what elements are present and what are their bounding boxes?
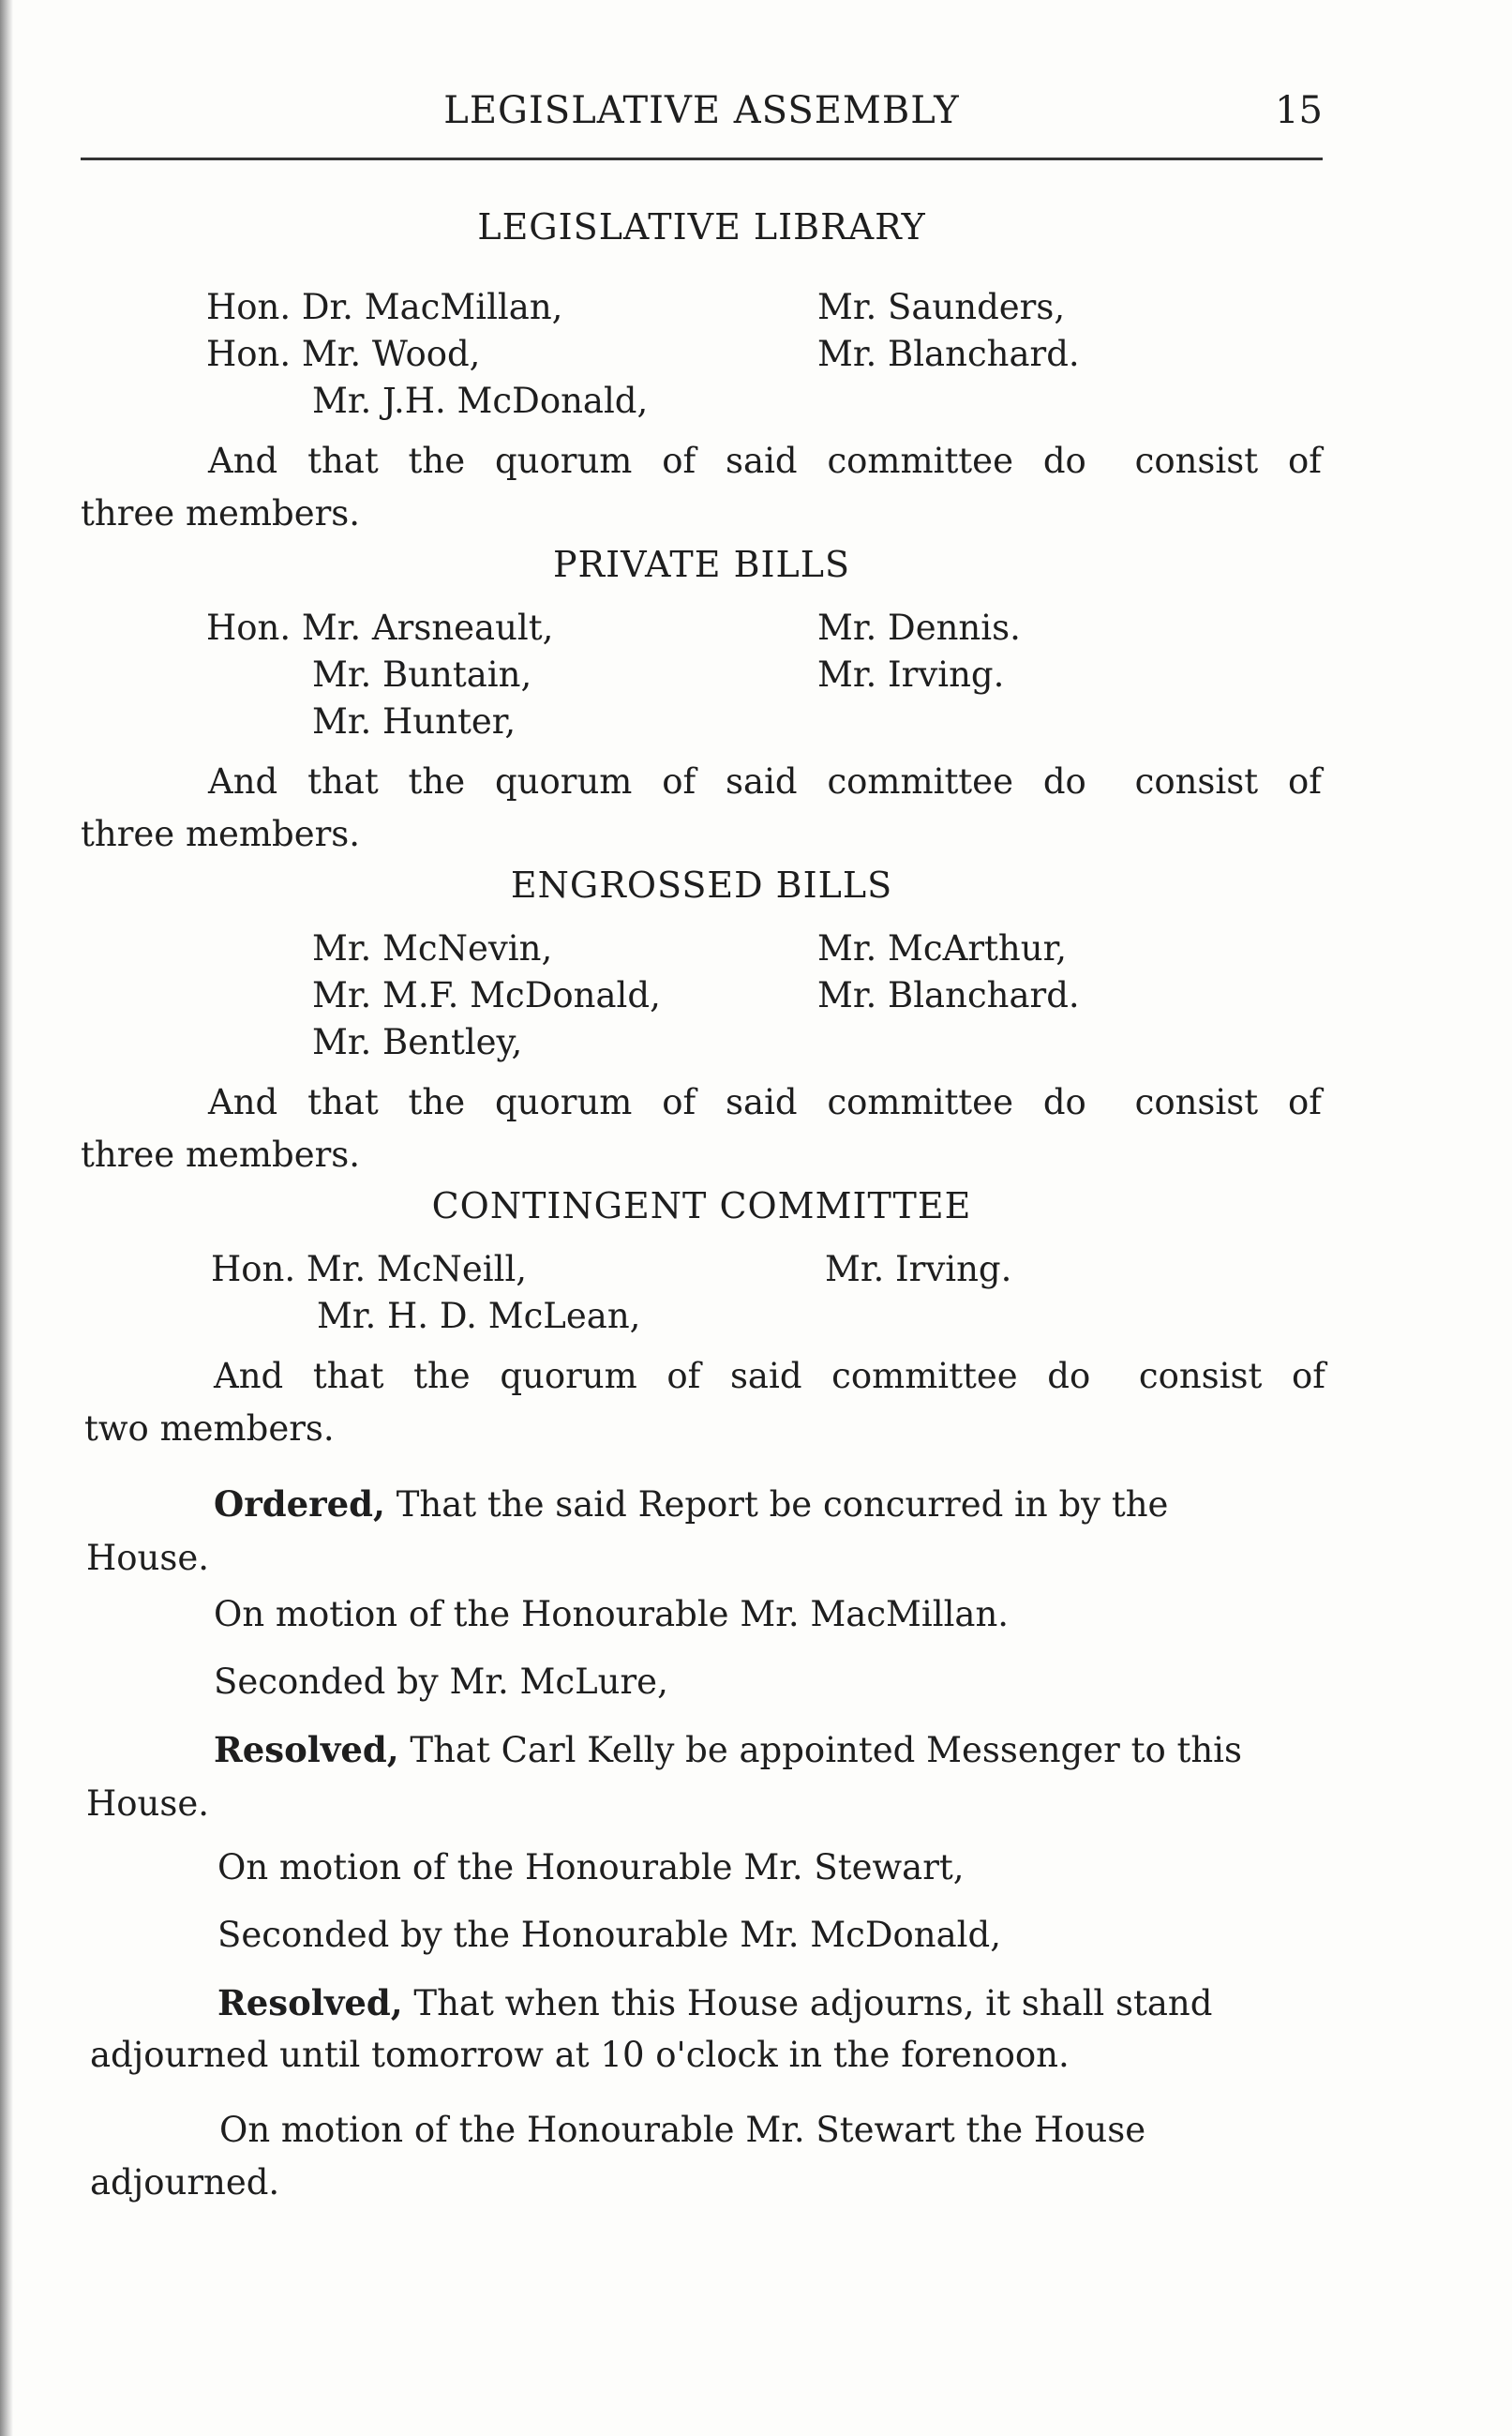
quorum-line [214, 1356, 1325, 1396]
seconded-line: Seconded by the Honourable Mr. McDonald, [217, 1915, 1001, 1955]
resolved-paragraph-line [217, 1977, 1212, 2030]
member-left: Mr. Bentley, [312, 1022, 523, 1062]
word: And [208, 761, 278, 802]
final-motion-line: On motion of the Honourable Mr. Stewart the House [219, 2110, 1146, 2150]
word: said [729, 1356, 802, 1396]
word: committee [831, 1356, 1018, 1396]
word: said [726, 1082, 798, 1122]
member-left: Hon. Dr. MacMillan, [206, 287, 563, 327]
word: that [307, 1082, 379, 1122]
word: quorum [494, 761, 633, 802]
word: committee [827, 761, 1013, 802]
member-left: Mr. Buntain, [312, 654, 532, 695]
word: of [1287, 761, 1322, 802]
word: committee [827, 1082, 1013, 1122]
resolved-label: Resolved, [217, 1982, 403, 2023]
member-left: Mr. Hunter, [312, 701, 516, 742]
ordered-label: Ordered, [214, 1483, 385, 1525]
word: that [307, 441, 379, 481]
section-heading-contingent-committee: CONTINGENT COMMITTEE [431, 1185, 972, 1226]
running-title: LEGISLATIVE ASSEMBLY [443, 89, 960, 132]
word: of [1287, 1082, 1322, 1122]
word: the [408, 441, 466, 481]
resolved-paragraph-end: House. [86, 1783, 210, 1824]
section-heading-legislative-library: LEGISLATIVE LIBRARY [477, 206, 926, 248]
word: said [726, 441, 798, 481]
resolved-paragraph-end: adjourned until tomorrow at 10 o'clock in the forenoon. [90, 2035, 1070, 2075]
motion-line: On motion of the Honourable Mr. MacMillan. [214, 1594, 1010, 1634]
word: consist [1134, 441, 1259, 481]
member-left: Mr. M.F. McDonald, [312, 975, 661, 1015]
word: the [413, 1356, 471, 1396]
word: quorum [500, 1356, 637, 1396]
member-right: Mr. Dennis. [817, 608, 1021, 648]
word: consist [1138, 1356, 1263, 1396]
member-left: Mr. McNevin, [312, 928, 553, 969]
motion-line: On motion of the Honourable Mr. Stewart, [217, 1847, 965, 1887]
word: And [214, 1356, 284, 1396]
member-right: Mr. McArthur, [817, 928, 1067, 969]
member-left: Hon. Mr. Wood, [206, 334, 481, 374]
quorum-line-end: two members. [84, 1408, 335, 1449]
ordered-paragraph-line [214, 1483, 1329, 1525]
quorum-line [208, 441, 1322, 481]
member-right: Mr. Irving. [825, 1249, 1012, 1289]
word: of [662, 441, 696, 481]
word: of [1291, 1356, 1325, 1396]
resolved-text: That when this House adjourns, it shall stand [413, 1983, 1213, 2023]
word: the [408, 761, 466, 802]
word: of [666, 1356, 701, 1396]
ordered-paragraph-end: House. [86, 1538, 210, 1578]
word: quorum [494, 1082, 633, 1122]
quorum-line [208, 1082, 1322, 1122]
word: that [307, 761, 379, 802]
section-heading-engrossed-bills: ENGROSSED BILLS [510, 865, 893, 906]
member-right: Mr. Blanchard. [817, 975, 1080, 1015]
word: the [408, 1082, 466, 1122]
section-heading-private-bills: PRIVATE BILLS [552, 544, 851, 585]
word: do [1042, 1082, 1086, 1122]
quorum-line [208, 761, 1322, 802]
word: quorum [494, 441, 633, 481]
word: do [1042, 761, 1086, 802]
quorum-line-end: three members. [81, 1135, 361, 1175]
word: committee [827, 441, 1013, 481]
resolved-paragraph-line [214, 1723, 1242, 1777]
member-right: Mr. Blanchard. [817, 334, 1080, 374]
word: do [1047, 1356, 1091, 1396]
word: that [312, 1356, 384, 1396]
page-edge-shadow [0, 0, 13, 2436]
word: do [1042, 441, 1086, 481]
final-motion-end: adjourned. [90, 2162, 280, 2203]
word: consist [1134, 1082, 1259, 1122]
member-right: Mr. Irving. [817, 654, 1005, 695]
member-left: Hon. Mr. McNeill, [211, 1249, 528, 1289]
quorum-line-end: three members. [81, 814, 361, 854]
header-rule [81, 158, 1323, 160]
page-header [81, 89, 1323, 145]
word: of [662, 761, 696, 802]
word: consist [1134, 761, 1259, 802]
word: of [1287, 441, 1322, 481]
member-left: Mr. H. D. McLean, [317, 1296, 641, 1336]
member-right: Mr. Saunders, [817, 287, 1066, 327]
word: And [208, 1082, 278, 1122]
ordered-text: That the said Report be concurred in by the [396, 1484, 1169, 1525]
quorum-line-end: three members. [81, 493, 361, 534]
seconded-line: Seconded by Mr. McLure, [214, 1662, 668, 1702]
word: said [726, 761, 798, 802]
resolved-text: That Carl Kelly be appointed Messenger to this [410, 1730, 1243, 1770]
resolved-label: Resolved, [214, 1729, 399, 1770]
page-number: 15 [1275, 89, 1323, 132]
member-left: Hon. Mr. Arsneault, [206, 608, 554, 648]
word: And [208, 441, 278, 481]
member-left: Mr. J.H. McDonald, [312, 381, 649, 421]
word: of [662, 1082, 696, 1122]
